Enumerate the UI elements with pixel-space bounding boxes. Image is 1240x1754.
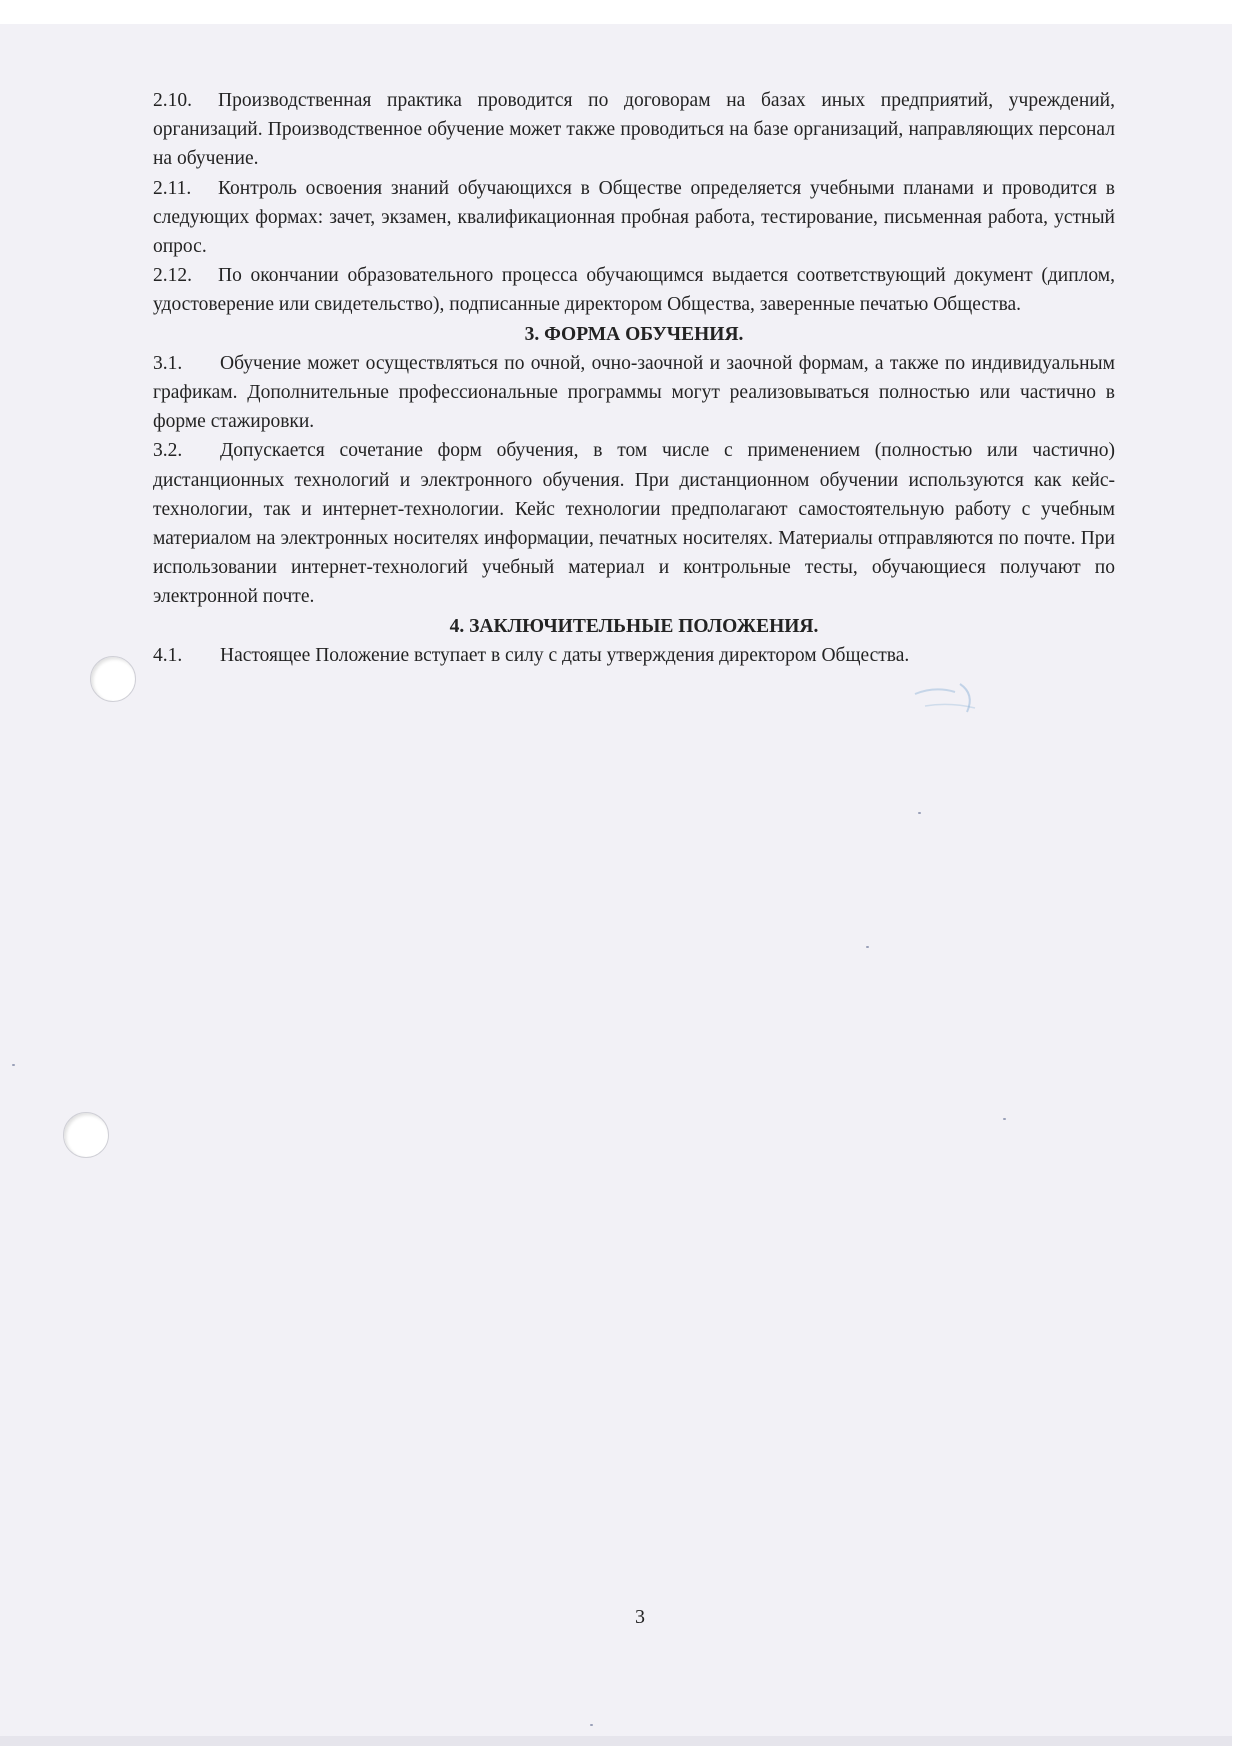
section-4-heading: 4. ЗАКЛЮЧИТЕЛЬНЫЕ ПОЛОЖЕНИЯ. bbox=[449, 615, 819, 637]
clause-2-10 bbox=[153, 86, 1115, 174]
section-3-heading: 3. ФОРМА ОБУЧЕНИЯ. bbox=[524, 323, 744, 345]
clause-number: 2.11. bbox=[153, 177, 192, 199]
punch-hole-lower bbox=[63, 1112, 109, 1158]
clause-text: Контроль освоения знаний обучающихся в Обществе определяется учебными планами и проводится в следующих формах: зачет, экзамен, квалификационная пробная работа, тестирование, письменная работа, устный опрос. bbox=[153, 177, 1115, 258]
faint-stamp-trace bbox=[905, 664, 1015, 724]
clause-number: 3.2. bbox=[153, 440, 183, 462]
clause-number: 4.1. bbox=[153, 644, 183, 666]
clause-number: 2.12. bbox=[153, 265, 192, 287]
clause-number: 2.10. bbox=[153, 90, 192, 111]
clause-text: Обучение может осуществляться по очной, очно-заочной и заочной формам, а также по индивидуальным графикам. Дополнительные профессиональные программы могут реализовываться полностью или частично в форме стажировки. bbox=[153, 352, 1115, 433]
page-number: 3 bbox=[635, 1606, 645, 1628]
clause-text: Допускается сочетание форм обучения, в том числе с применением (полностью или частично) дистанционных технологий и электронного обучения. При дистанционном обучении используются как кейс-технологии, так и интернет-технологии. Кейс технологии предполагают самостоятельную работу с учебным материалом на электронных носителях информации, печатных носителях. Материалы отправляются по почте. При использовании интернет-технологий учебный материал и контрольные тесты, обучающиеся получают по электронной почте. bbox=[153, 440, 1115, 608]
clause-2-12 bbox=[153, 261, 1115, 319]
scan-speck bbox=[918, 812, 921, 814]
clause-text: Производственная практика проводится по договорам на базах иных предприятий, учреждений, организаций. Производственное обучение может также проводиться на базе организаций, направляющих персонал на обучение. bbox=[153, 90, 1115, 170]
scan-speck bbox=[12, 1064, 15, 1066]
punch-hole-upper bbox=[90, 656, 136, 702]
document-body bbox=[153, 86, 1115, 670]
clause-3-1 bbox=[153, 349, 1115, 437]
scan-speck bbox=[590, 1724, 593, 1726]
clause-text: Настоящее Положение вступает в силу с даты утверждения директором Общества. bbox=[220, 644, 910, 666]
scan-speck bbox=[866, 946, 869, 948]
clause-2-11 bbox=[153, 174, 1115, 262]
clause-number: 3.1. bbox=[153, 352, 183, 374]
clause-3-2 bbox=[153, 436, 1115, 611]
scanned-page bbox=[0, 24, 1232, 1746]
scan-speck bbox=[1003, 1118, 1006, 1120]
clause-text: По окончании образовательного процесса обучающимся выдается соответствующий документ (диплом, удостоверение или свидетельство), подписанные директором Общества, заверенные печатью Общества. bbox=[153, 265, 1115, 316]
sheet-edge bbox=[0, 1736, 1232, 1746]
